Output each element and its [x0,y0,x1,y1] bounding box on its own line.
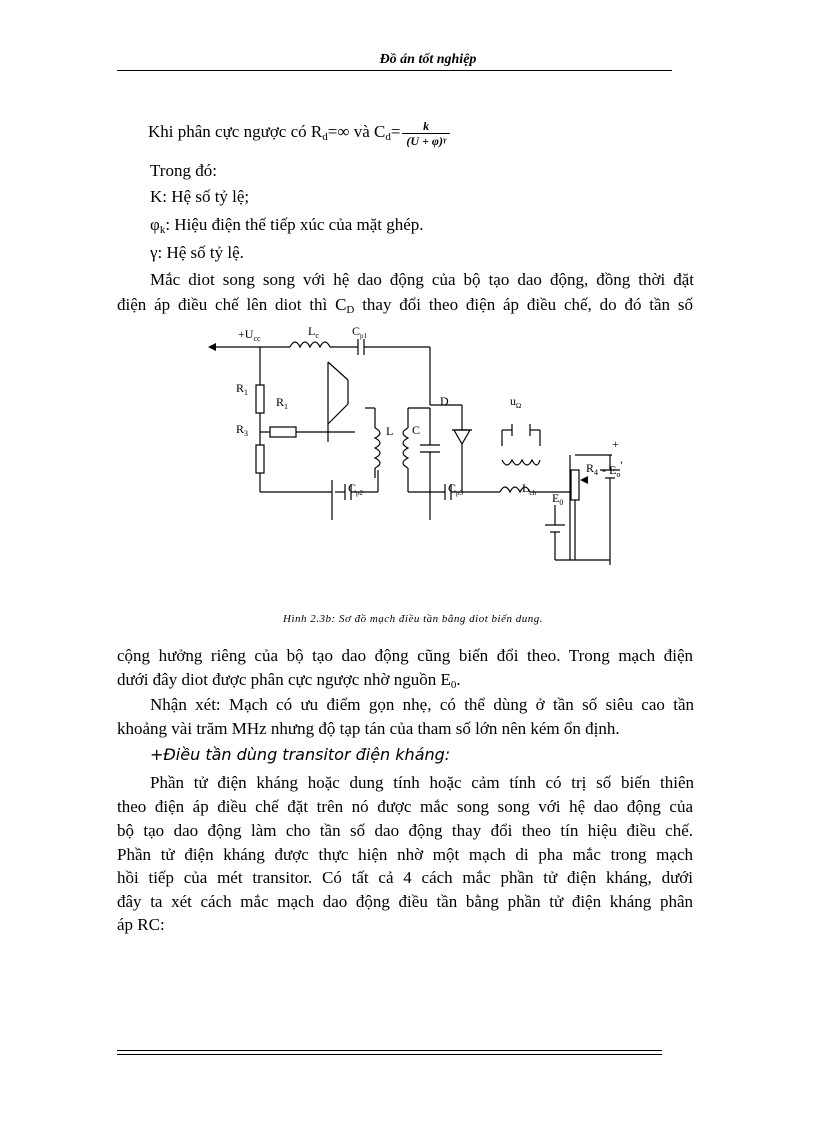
definition-phi [150,214,726,241]
para2-line2-a: dưới đây diot được phân cực ngược nhờ nguồn E [117,670,451,689]
circuit-diagram [200,320,650,580]
label-ucc: $+U_{cc}$ [238,327,261,343]
figure-caption: Hình 2.3b: Sơ đồ mạch điều tần bằng diot biến dung. [283,613,543,625]
label-d: D [440,394,449,408]
para1-line2-subscript: D [346,304,355,316]
definition-k: K: Hệ số tỷ lệ; [150,187,250,206]
para4-line5: hồi tiếp của mét transitor. Có tất cả 4 cách mắc phần tử điện kháng, dưới [117,868,693,887]
label-r1-vertical: $R_1$ [236,381,249,397]
para4-line4: Phần tử điện kháng được thực hiện nhờ một mạch di pha mắc trong mạch [117,845,693,864]
para4-line1: Phần tử điện kháng hoặc dung tính hoặc cảm tính có trị số biến thiên [150,773,694,792]
para2-line2 [117,669,693,696]
label-cp3: $C_{p3}$ [448,481,464,497]
formula-numerator: k [402,119,450,134]
label-u-omega: $u_\Omega$ [510,394,522,410]
para1-line2 [117,294,693,321]
para1-line2-b: thay đổi theo điện áp điều chế, do đó tần số [354,295,693,314]
definitions-intro: Trong đó: [150,161,217,180]
label-c: C [412,423,421,437]
formula-prefix: Khi phân cực ngược có R [148,122,323,141]
formula-mid: =∞ và C [327,122,386,141]
formula-eq: = [390,122,401,141]
label-r4: $R_4$ [586,461,599,477]
section-heading: +Điều tần dùng transitor điện kháng: [150,745,451,764]
para3-line2: khoảng vài trăm MHz nhưng độ tạp tán của tham số lớn nên kém ổn định. [117,719,620,738]
phi-subscript: k [159,224,166,236]
phi-symbol: φ [150,215,160,234]
formula-denominator: (U + φ)ᵞ [406,133,446,148]
label-plus: + [612,437,619,451]
label-e0-prime: - $E_o'$ [602,458,623,479]
phi-text: : Hiệu điện thế tiếp xúc của mặt ghép. [165,215,424,234]
formula-rd-subscript: d [322,131,328,143]
para2-line1: cộng hưởng riêng của bộ tạo dao động cũng biến đổi theo. Trong mạch điện [117,646,693,665]
footer-rule-top [117,1050,662,1051]
para1-line1: Mắc diot song song với hệ dao động của bộ tạo dao động, đồng thời đặt [150,270,694,289]
label-lch: $L_{ch}$ [522,481,536,497]
definition-gamma: γ: Hệ số tỷ lệ. [150,243,244,262]
label-r1-horizontal: $R_1$ [276,395,289,411]
para4-line2: theo điện áp điều chế đặt trên nó được mắc song song với hệ dao động của [117,797,693,816]
formula-line [148,112,724,152]
para1-line2-a: điện áp điều chế lên diot thì C [117,295,347,314]
footer-rule-bottom [117,1054,662,1055]
para2-line2-b: . [456,670,461,689]
para4-line7: áp RC: [117,915,165,934]
formula-fraction [402,119,450,148]
label-e0: $E_0$ [552,491,564,507]
label-lc: $L_c$ [308,324,319,340]
para2-line2-subscript: 0 [450,679,457,691]
label-r3: $R_3$ [236,422,249,438]
para4-line3: bộ tạo dao động làm cho tần số dao động thay đổi theo tín hiệu điều chế. [117,821,693,840]
formula-cd-subscript: d [385,131,391,143]
para3-line1: Nhận xét: Mạch có ưu điểm gọn nhẹ, có thể dùng ở tần số siêu cao tần [150,695,694,714]
para4-line6: đây ta xét cách mắc mạch dao động điều tần bằng phần tử điện kháng phân [117,892,693,911]
label-cp1: $C_{p1}$ [352,324,368,340]
label-l: L [386,424,394,438]
label-cp2: $C_{p2}$ [348,481,364,497]
page-header-title: Đồ án tốt nghiệp [379,52,477,67]
header-rule [117,70,672,71]
